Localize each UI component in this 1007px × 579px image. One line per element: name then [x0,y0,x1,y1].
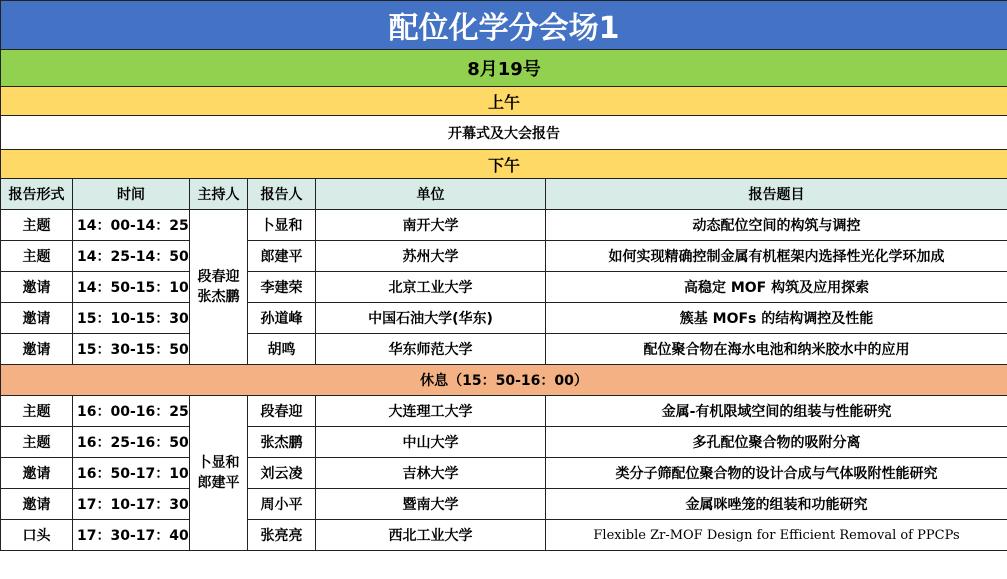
speaker: 孙道峰 [248,303,316,334]
speaker: 张亮亮 [248,520,316,551]
session1-hosts [190,210,248,365]
report-type: 邀请 [1,303,73,334]
topic: 配位聚合物在海水电池和纳米胶水中的应用 [546,334,1007,365]
report-type: 主题 [1,396,73,427]
afternoon-row [1,150,1007,179]
unit: 大连理工大学 [316,396,546,427]
topic: 高稳定 MOF 构筑及应用探索 [546,272,1007,303]
afternoon-label: 下午 [1,150,1007,179]
report-type: 邀请 [1,489,73,520]
speaker: 段春迎 [248,396,316,427]
topic: 类分子筛配位聚合物的设计合成与气体吸附性能研究 [546,458,1007,489]
topic: 多孔配位聚合物的吸附分离 [546,427,1007,458]
report-type: 邀请 [1,334,73,365]
break-label: 休息（15：50-16：00） [1,365,1007,396]
unit: 南开大学 [316,210,546,241]
morning-label: 上午 [1,87,1007,116]
unit: 华东师范大学 [316,334,546,365]
speaker: 张杰鹏 [248,427,316,458]
report-time: 17：30-17：40 [73,520,190,551]
speaker: 胡鸣 [248,334,316,365]
table-row [1,272,1007,303]
speaker: 郎建平 [248,241,316,272]
page-title: 配位化学分会场1 [1,1,1007,50]
title-row [1,1,1007,50]
table-row [1,303,1007,334]
header-host: 主持人 [190,179,248,210]
unit: 中国石油大学(华东) [316,303,546,334]
table-row [1,427,1007,458]
header-time: 时间 [73,179,190,210]
header-row [1,179,1007,210]
unit: 中山大学 [316,427,546,458]
report-time: 16：25-16：50 [73,427,190,458]
host-name: 卜显和 [197,455,240,471]
topic: 簇基 MOFs 的结构调控及性能 [546,303,1007,334]
date-row [1,50,1007,87]
table-row [1,396,1007,427]
speaker: 卜显和 [248,210,316,241]
unit: 苏州大学 [316,241,546,272]
table-row [1,334,1007,365]
morning-item-row [1,116,1007,150]
morning-row [1,87,1007,116]
host-name: 段春迎 [197,269,240,285]
host-name: 张杰鹏 [197,289,240,305]
date-label: 8月19号 [1,50,1007,87]
report-time: 16：50-17：10 [73,458,190,489]
table-row [1,241,1007,272]
speaker: 周小平 [248,489,316,520]
morning-item: 开幕式及大会报告 [1,116,1007,150]
report-time: 16：00-16：25 [73,396,190,427]
topic: 金属咪唑笼的组装和功能研究 [546,489,1007,520]
session2-hosts [190,396,248,551]
report-type: 主题 [1,241,73,272]
topic: Flexible Zr-MOF Design for Efficient Removal of PPCPs [546,520,1007,551]
report-type: 邀请 [1,458,73,489]
host-name: 郎建平 [197,475,240,491]
header-topic: 报告题目 [546,179,1007,210]
report-type: 邀请 [1,272,73,303]
table-row [1,210,1007,241]
table-row [1,458,1007,489]
topic: 金属-有机限域空间的组装与性能研究 [546,396,1007,427]
report-time: 14：25-14：50 [73,241,190,272]
report-time: 14：50-15：10 [73,272,190,303]
unit: 西北工业大学 [316,520,546,551]
report-time: 14：00-14：25 [73,210,190,241]
topic: 如何实现精确控制金属有机框架内选择性光化学环加成 [546,241,1007,272]
header-unit: 单位 [316,179,546,210]
speaker: 李建荣 [248,272,316,303]
break-row [1,365,1007,396]
report-time: 15：10-15：30 [73,303,190,334]
report-type: 主题 [1,427,73,458]
unit: 吉林大学 [316,458,546,489]
report-time: 15：30-15：50 [73,334,190,365]
unit: 北京工业大学 [316,272,546,303]
report-time: 17：10-17：30 [73,489,190,520]
header-speaker: 报告人 [248,179,316,210]
report-type: 主题 [1,210,73,241]
speaker: 刘云凌 [248,458,316,489]
table-row [1,520,1007,551]
unit: 暨南大学 [316,489,546,520]
report-type: 口头 [1,520,73,551]
topic: 动态配位空间的构筑与调控 [546,210,1007,241]
header-type: 报告形式 [1,179,73,210]
table-row [1,489,1007,520]
